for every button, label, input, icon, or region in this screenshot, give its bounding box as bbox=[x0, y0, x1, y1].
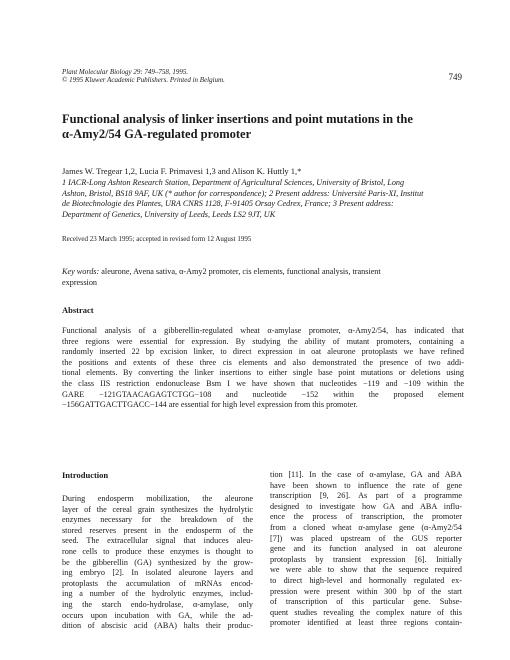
body-line: seed. The extracellular signal that induces aleu- bbox=[62, 536, 253, 546]
abstract-line: the class IIS restriction endonuclease Bsm I we have shown that nucleotides −119 and −109 within the bbox=[62, 378, 464, 388]
keywords-label: Key words: bbox=[62, 267, 100, 276]
body-line: [7]) was placed upstream of the GUS reporter bbox=[270, 533, 462, 543]
body-line: quent studies revealing the complex nature of this bbox=[270, 607, 462, 617]
affiliation-line: Ashton, Bristol, BS18 9AF, UK (* author for correspondence); 2 Present address: Université Paris-XI, Institut bbox=[62, 188, 424, 198]
introduction-left-column bbox=[62, 494, 253, 632]
body-line: protoplasts by transient expression [6]. Initially bbox=[270, 554, 462, 564]
body-line: occurs upon incubation with GA, while the ad- bbox=[62, 610, 253, 620]
abstract-line: Functional analysis of a gibberellin-regulated wheat α-amylase promoter, α-Amy2/54, has indicated that bbox=[62, 326, 464, 335]
abstract-line: −156GATTGACTTGACC−144 are essential for high level expression from this promoter. bbox=[62, 400, 358, 410]
body-line: enzymes necessary for the breakdown of the bbox=[62, 515, 253, 525]
body-line: layer of the cereal grain synthesizes the hydrolytic bbox=[62, 504, 253, 514]
paper-title bbox=[62, 112, 462, 142]
abstract-line: tional elements. By converting the linker insertions to either single base point mutations or deletions using bbox=[62, 368, 464, 378]
body-line: tion [11]. In the case of α-amylase, GA and ABA bbox=[270, 470, 462, 479]
body-line: ence the process of transcription, the promoter bbox=[270, 512, 462, 522]
title-line: α-Amy2/54 GA-regulated promoter bbox=[62, 127, 252, 141]
introduction-heading: Introduction bbox=[62, 470, 109, 480]
body-line: During endosperm mobilization, the aleurone bbox=[62, 494, 253, 503]
body-line: rone cells to produce these enzymes is thought to bbox=[62, 546, 253, 556]
abstract-line: randomly inserted 22 bp excision linker, to direct expression in oat aleurone protoplasts we have refined bbox=[62, 347, 464, 357]
affiliations bbox=[62, 178, 462, 220]
keywords bbox=[62, 267, 462, 288]
affiliation-line: Department of Genetics, University of Leeds, Leeds LS2 9JT, UK bbox=[62, 209, 276, 219]
keywords-text: expression bbox=[62, 277, 98, 287]
body-line: be the gibberellin (GA) synthesized by the grow- bbox=[62, 557, 253, 567]
introduction-right-column bbox=[270, 470, 462, 629]
body-line: have been shown to influence the rate of gene bbox=[270, 480, 462, 490]
journal-header bbox=[62, 68, 225, 85]
body-line: dition of abscisic acid (ABA) halts their produc- bbox=[62, 621, 253, 631]
body-line: gene and its function analysed in oat aleurone bbox=[270, 544, 462, 554]
abstract-body bbox=[62, 326, 464, 411]
affiliation-line: de Biotechnologie des Plantes, URA CNRS 1128, F-91405 Orsay Cedrex, France; 3 Present address: bbox=[62, 199, 394, 209]
received-date: Received 23 March 1995; accepted in revised form 12 August 1995 bbox=[62, 235, 252, 243]
title-line: Functional analysis of linker insertions and point mutations in the bbox=[62, 112, 413, 126]
body-line: ing a number of the hydrolytic enzymes, includ- bbox=[62, 589, 253, 599]
body-line: to direct high-level and hormonally regulated ex- bbox=[270, 575, 462, 585]
body-line: pression were present within 300 bp of the start bbox=[270, 586, 462, 596]
author-list: James W. Tregear 1,2, Lucia F. Primavesi 1,3 and Alison K. Huttly 1,* bbox=[62, 166, 302, 176]
abstract-line: the positions and extents of these three cis elements and also demonstrated the presence of two addi- bbox=[62, 357, 464, 367]
body-line: protoplasts the accumulation of mRNAs encod- bbox=[62, 578, 253, 588]
affiliation-line: 1 IACR-Long Ashton Research Station, Department of Agricultural Sciences, University of Bristol, Long bbox=[62, 178, 405, 187]
body-line: stored reserves present in the endosperm of the bbox=[62, 525, 253, 535]
keywords-text: aleurone, Avena sativa, α-Amy2 promoter, cis elements, functional analysis, transient bbox=[101, 267, 381, 276]
body-line: ing the starch endo-hydrolase, α-amylase, only bbox=[62, 599, 253, 609]
journal-citation: Plant Molecular Biology 29: 749–758, 1995. bbox=[62, 68, 189, 76]
abstract-line: three regions were essential for expression. By studying the ability of mutant promoters, containing a bbox=[62, 336, 464, 346]
body-line: ing embryo [2]. In isolated aleurone layers and bbox=[62, 568, 253, 578]
body-line: from a cloned wheat α-amylase gene (α-Amy2/54 bbox=[270, 522, 462, 532]
body-line: designed to investigate how GA and ABA influ- bbox=[270, 501, 462, 511]
abstract-line: GARE −121GTAACAGAGTCTGG−108 and nucleotide −152 within the proposed element bbox=[62, 389, 464, 399]
page-number: 749 bbox=[448, 72, 462, 82]
copyright-line: © 1995 Kluwer Academic Publishers. Printed in Belgium. bbox=[62, 76, 225, 85]
body-line: we were able to show that the sequence required bbox=[270, 565, 462, 575]
body-line: transcription [9, 26]. As part of a programme bbox=[270, 491, 462, 501]
body-line: of transcription of this particular gene. Subse- bbox=[270, 597, 462, 607]
body-line: promoter identified at least three regions contain- bbox=[270, 618, 462, 628]
abstract-heading: Abstract bbox=[62, 305, 94, 315]
